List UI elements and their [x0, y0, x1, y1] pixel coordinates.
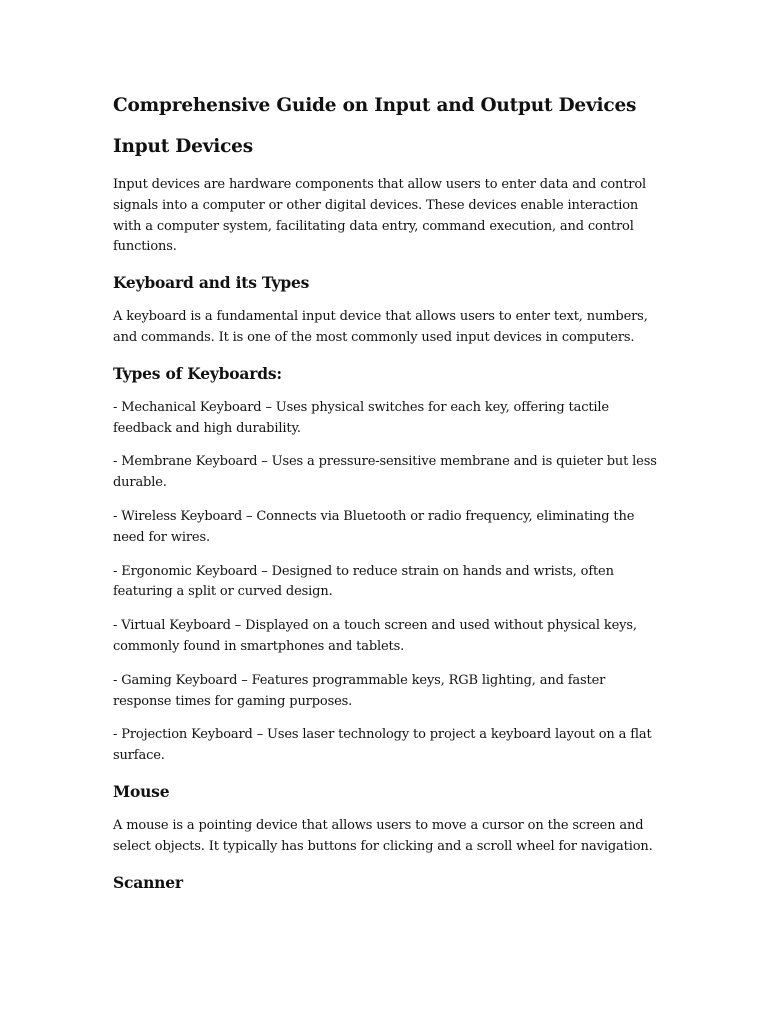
mouse-heading: Mouse — [113, 781, 170, 801]
keyboard-heading: Keyboard and its Types — [113, 273, 310, 293]
document-title: Comprehensive Guide on Input and Output Devices — [113, 95, 637, 116]
scanner-heading: Scanner — [113, 872, 183, 892]
list-item: - Virtual Keyboard – Displayed on a touch screen and used without physical keys, commonly found in smartphones and tablets. — [113, 618, 637, 654]
keyboard-types-heading: Types of Keyboards: — [113, 363, 282, 383]
list-item: - Wireless Keyboard – Connects via Bluetooth or radio frequency, eliminating the need for wires. — [113, 508, 635, 545]
section-heading-input-devices: Input Devices — [113, 136, 253, 157]
list-item: - Mechanical Keyboard – Uses physical switches for each key, offering tactile feedback and high durability. — [113, 399, 609, 436]
keyboard-paragraph: A keyboard is a fundamental input device that allows users to enter text, numbers, and commands. It is one of the most commonly used input devices in computers. — [113, 309, 648, 345]
list-item: - Projection Keyboard – Uses laser technology to project a keyboard layout on a flat surface. — [113, 727, 652, 764]
intro-paragraph: Input devices are hardware components that allow users to enter data and control signals into a computer or other digital devices. These devices enable interaction with a computer system, facilitating data entry, command execution, and control functions. — [113, 177, 647, 255]
document-page — [113, 93, 658, 894]
list-item: - Ergonomic Keyboard – Designed to reduce strain on hands and wrists, often featuring a split or curved design. — [113, 563, 614, 600]
list-item: - Membrane Keyboard – Uses a pressure-sensitive membrane and is quieter but less durable. — [113, 454, 657, 491]
list-item: - Gaming Keyboard – Features programmable keys, RGB lighting, and faster response times for gaming purposes. — [113, 672, 606, 709]
mouse-paragraph: A mouse is a pointing device that allows users to move a cursor on the screen and select objects. It typically has buttons for clicking and a scroll wheel for navigation. — [113, 817, 653, 854]
